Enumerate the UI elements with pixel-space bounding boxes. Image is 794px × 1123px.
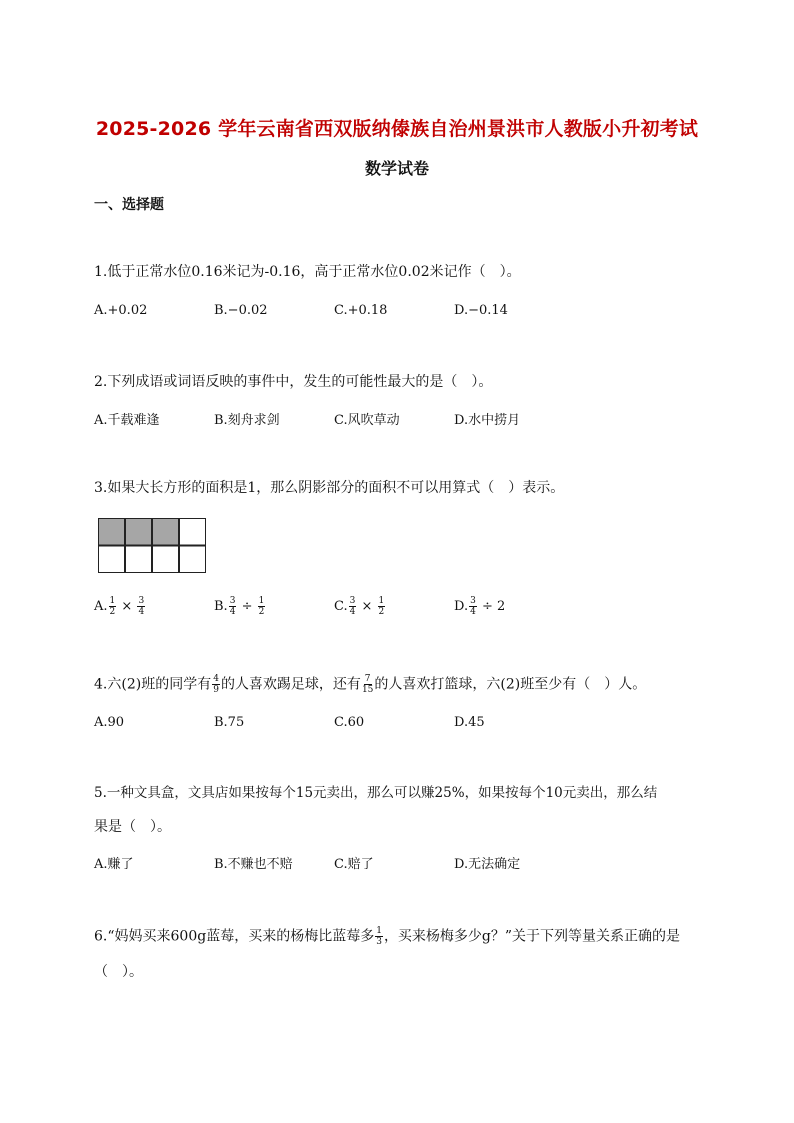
fraction: $\frac{3}{4}$	[138, 596, 145, 617]
question-2-option-a: A.千载难逢	[94, 413, 160, 428]
grid-cell	[180, 519, 206, 546]
question-5-option-b: B.不赚也不赔	[214, 857, 293, 872]
grid-cell-shaded	[126, 519, 152, 546]
fraction: $\frac{3}{4}$	[470, 596, 476, 617]
question-3-option-a: A. $\frac{1}{2}$ × $\frac{3}{4}$	[94, 596, 145, 617]
question-4-option-a: A.90	[94, 715, 125, 730]
question-2-option-c: C.风吹草动	[334, 413, 400, 428]
fraction: $\frac{1}{2}$	[378, 596, 385, 617]
fraction: $\frac{3}{4}$	[349, 596, 356, 617]
grid-cell	[126, 546, 152, 573]
exam-title: 2025-2026 学年云南省西双版纳傣族自治州景洪市人教版小升初考试	[95, 118, 699, 140]
question-4-option-b: B.75	[214, 715, 245, 730]
fraction: $\frac{1}{3}$	[376, 926, 382, 947]
question-3-option-b: B. $\frac{3}{4}$ ÷ $\frac{1}{2}$	[214, 596, 265, 617]
question-3-option-c: C. $\frac{3}{4}$ × $\frac{1}{2}$	[334, 596, 385, 617]
question-1-option-c: C.+0.18	[334, 303, 388, 318]
question-2-option-b: B.刻舟求剑	[214, 413, 280, 428]
fraction: $\frac{7}{15}$	[361, 674, 374, 695]
question-5-option-a: A.赚了	[94, 857, 134, 872]
question-5-text-line-2: 果是（ ）。	[94, 819, 171, 835]
fraction: $\frac{4}{9}$	[213, 674, 219, 695]
question-2-option-d: D.水中捞月	[454, 413, 521, 428]
question-1-text: 1.低于正常水位0.16米记为-0.16，高于正常水位0.02米记作（ ）。	[94, 264, 521, 280]
question-1-option-b: B.−0.02	[214, 303, 268, 318]
question-5-text-line-1: 5.一种文具盒，文具店如果按每个15元卖出，那么可以赚25%，如果按每个10元卖出，那么结	[94, 785, 658, 801]
question-5-option-d: D.无法确定	[454, 857, 521, 872]
question-6-text-line-1: 6.“妈妈买来600g蓝莓，买来的杨梅比蓝莓多 $\frac{1}{3}$ ，买来杨梅多少g？”关于下列等量关系正确的是	[94, 926, 681, 947]
question-3-text: 3.如果大长方形的面积是1，那么阴影部分的面积不可以用算式（ ）表示。	[94, 480, 565, 496]
question-4-text: 4.六(2)班的同学有 $\frac{4}{9}$ 的人喜欢踢足球，还有 $\frac{7}{15}$ 的人喜欢打篮球，六(2)班至少有（ ）人。	[94, 674, 647, 695]
grid-cell	[99, 546, 125, 573]
question-2-text: 2.下列成语或词语反映的事件中，发生的可能性最大的是（ ）。	[94, 374, 493, 390]
rectangle-grid-figure	[98, 518, 206, 573]
grid-cell	[153, 546, 179, 573]
question-1-option-d: D.−0.14	[454, 303, 508, 318]
question-4-option-c: C.60	[334, 715, 365, 730]
fraction: $\frac{3}{4}$	[229, 596, 236, 617]
grid-cell	[180, 546, 206, 573]
exam-subtitle: 数学试卷	[364, 159, 429, 178]
question-1-option-a: A.+0.02	[94, 303, 148, 318]
grid-cell-shaded	[99, 519, 125, 546]
fraction: $\frac{1}{2}$	[258, 596, 265, 617]
fraction: $\frac{1}{2}$	[109, 596, 116, 617]
question-5-option-c: C.赔了	[334, 857, 374, 872]
section-heading: 一、选择题	[94, 197, 164, 213]
question-3-option-d: D. $\frac{3}{4}$ ÷ 2	[454, 596, 506, 617]
question-6-text-line-2: （ ）。	[94, 964, 143, 980]
grid-cell-shaded	[153, 519, 179, 546]
question-4-option-d: D.45	[454, 715, 485, 730]
